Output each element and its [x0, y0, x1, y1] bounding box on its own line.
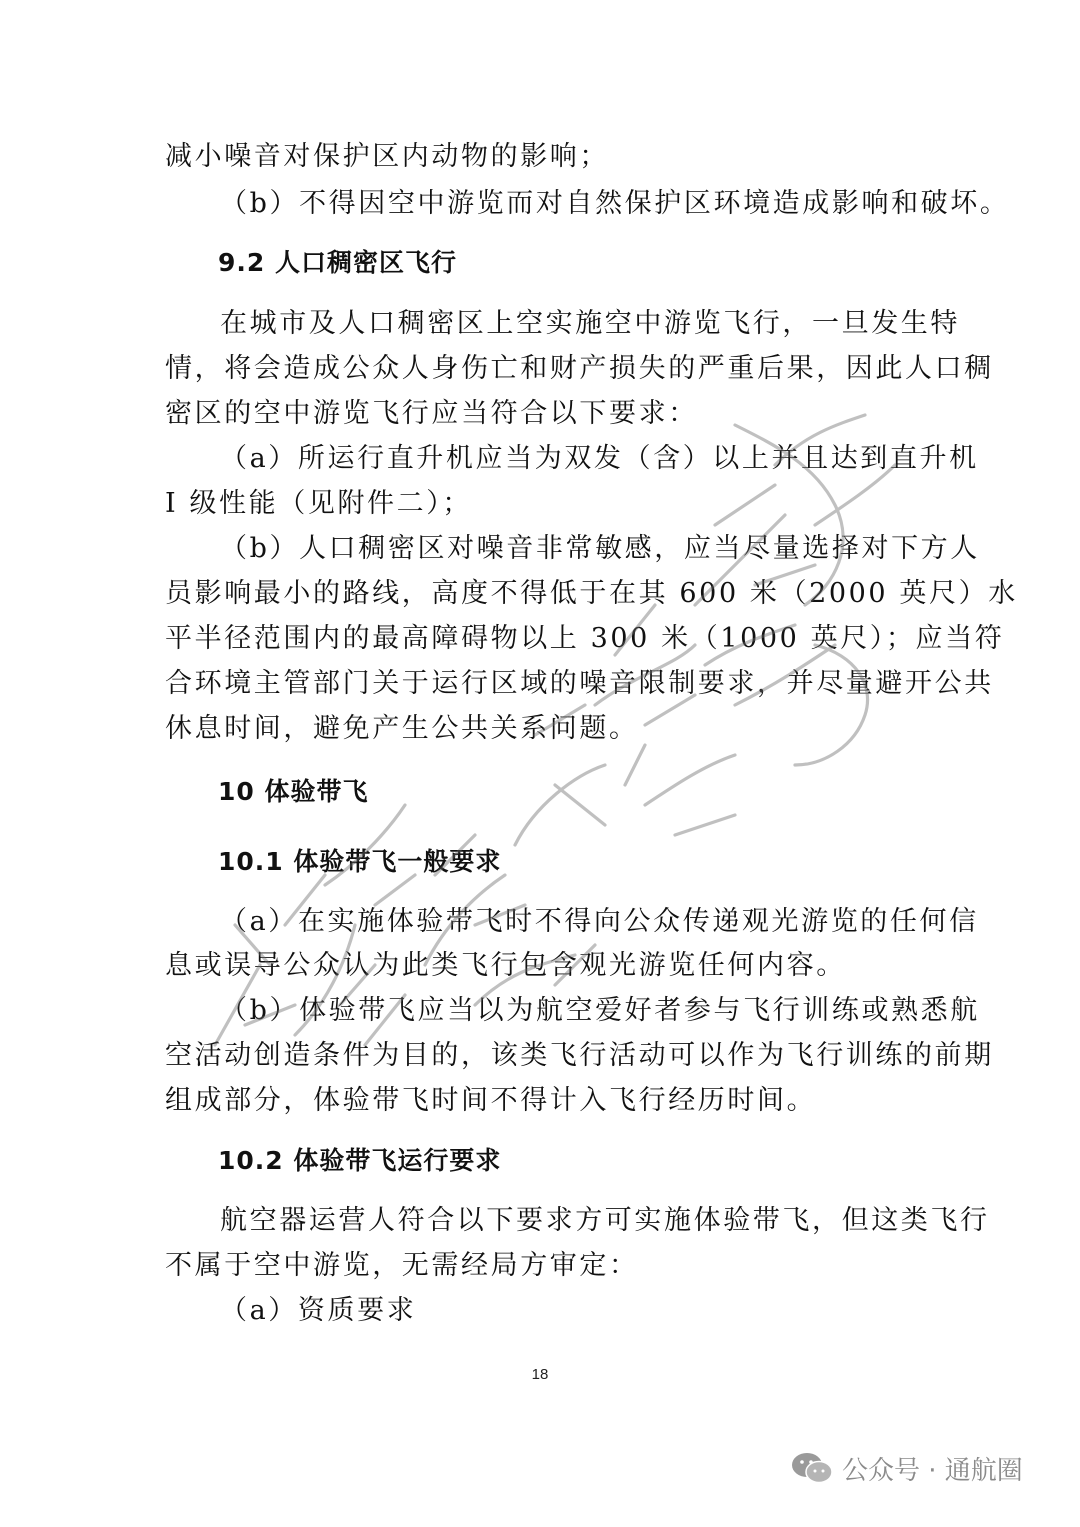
paragraph-line: （a）资质要求 — [220, 1295, 417, 1326]
paragraph-line: （b）人口稠密区对噪音非常敏感，应当尽量选择对下方人 — [220, 533, 980, 564]
paragraph-line: 组成部分，体验带飞时间不得计入飞行经历时间。 — [165, 1085, 817, 1116]
paragraph-line: （b）不得因空中游览而对自然保护区环境造成影响和破坏。 — [220, 188, 1010, 219]
paragraph-line: 情，将会造成公众人身伤亡和财产损失的严重后果，因此人口稠 — [165, 353, 994, 384]
footer-text: 公众号 · 通航圈 — [842, 1455, 1023, 1486]
paragraph-line: 员影响最小的路线，高度不得低于在其 600 米（2000 英尺）水 — [165, 578, 1018, 609]
wechat-icon — [790, 1451, 834, 1485]
page-number: 18 — [531, 1366, 549, 1383]
paragraph-line: 在城市及人口稠密区上空实施空中游览飞行，一旦发生特 — [220, 308, 960, 339]
paragraph-line: 不属于空中游览，无需经局方审定： — [165, 1250, 639, 1281]
paragraph-line: 平半径范围内的最高障碍物以上 300 米（1000 英尺）；应当符 — [165, 623, 1005, 654]
paragraph-line: 休息时间，避免产生公共关系问题。 — [165, 713, 639, 744]
paragraph-line: （b）体验带飞应当以为航空爱好者参与飞行训练或熟悉航 — [220, 995, 980, 1026]
paragraph-line: （a）在实施体验带飞时不得向公众传递观光游览的任何信 — [220, 906, 979, 937]
paragraph-line: 减小噪音对保护区内动物的影响； — [165, 141, 609, 172]
paragraph-line: 航空器运营人符合以下要求方可实施体验带飞，但这类飞行 — [220, 1205, 990, 1236]
paragraph-line: 密区的空中游览飞行应当符合以下要求： — [165, 398, 698, 429]
paragraph-line: 息或误导公众认为此类飞行包含观光游览任何内容。 — [165, 950, 846, 981]
paragraph-line: 合环境主管部门关于运行区域的噪音限制要求，并尽量避开公共 — [165, 668, 994, 699]
section-heading-10-1: 10.1 体验带飞一般要求 — [218, 847, 502, 876]
paragraph-line: 空活动创造条件为目的，该类飞行活动可以作为飞行训练的前期 — [165, 1040, 994, 1071]
paragraph-line: I 级性能（见附件二）； — [165, 488, 472, 519]
section-heading-10: 10 体验带飞 — [218, 777, 369, 806]
footer-watermark — [790, 1448, 1023, 1488]
section-heading-10-2: 10.2 体验带飞运行要求 — [218, 1146, 502, 1175]
paragraph-line: （a）所运行直升机应当为双发（含）以上并且达到直升机 — [220, 443, 979, 474]
section-heading-9-2: 9.2 人口稠密区飞行 — [218, 248, 457, 277]
